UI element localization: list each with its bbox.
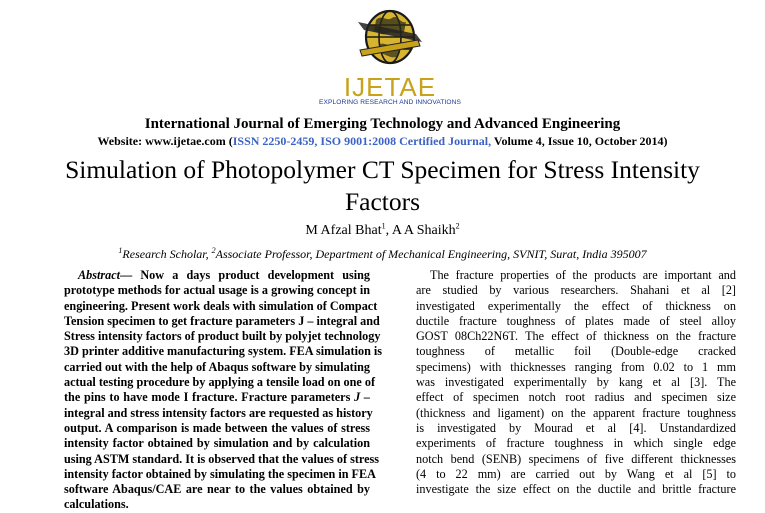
body-line: are studied by various researchers. Shahani et al [2]: [416, 283, 736, 298]
affil-mark-1: 1: [118, 246, 123, 255]
website-prefix: Website: www.ijetae.com (: [97, 134, 233, 148]
body-line: (thickness and ligament) on the apparent fracture toughness: [416, 405, 736, 420]
affiliation-line: [0, 247, 765, 262]
abstract-line: intensity factor obtained by simulating the specimen in FEA: [64, 466, 376, 481]
author-1-mark: 1: [381, 221, 386, 231]
body-line: effect of specimen notch root radius and specimen size: [416, 390, 736, 405]
abstract-line: output. A comparison is made between the values of stress: [64, 420, 370, 435]
body-line: experiments of fracture toughness in which single edge: [416, 436, 736, 451]
body-line: specimens) with thicknesses ranging from 0.02 to 1 mm: [416, 359, 736, 374]
abstract-line: Stress intensity factors of product built by polyjet technology: [64, 329, 381, 344]
abstract-line: using ASTM standard. It is observed that the values of stress: [64, 451, 379, 466]
abstract-line: actual testing procedure by applying a tensile load on one of: [64, 375, 376, 390]
body-line: ductile fracture toughness of plates made of steel alloy: [416, 313, 736, 328]
volume-info: Volume 4, Issue 10, October 2014): [491, 134, 668, 148]
abstract-line: calculations.: [64, 497, 129, 512]
journal-logo: [320, 2, 460, 110]
abstract-line: engineering. Present work deals with simulation of Compact: [64, 298, 378, 313]
author-1: M Afzal Bhat: [305, 223, 382, 238]
journal-title: International Journal of Emerging Technology and Advanced Engineering: [144, 116, 621, 132]
affil-mark-2: 2: [211, 246, 216, 255]
logo-wordmark: IJETAE: [343, 72, 437, 102]
abstract-heading: Abstract: [78, 268, 120, 282]
body-column: [416, 268, 736, 497]
author-2-mark: 2: [455, 221, 460, 231]
issn-info: ISSN 2250-2459, ISO 9001:2008 Certified Journal,: [232, 134, 492, 148]
body-line: toughness of metallic foil (Double-edge cracked: [416, 344, 736, 359]
website-line: [0, 134, 765, 149]
affil-text-2: Associate Professor, Department of Mechanical Engineering, SVNIT, Surat, India 395007: [215, 247, 647, 261]
body-line: was investigated experimentally by kang et al [3]. The: [416, 375, 736, 390]
body-line: The fracture properties of the products are important and: [430, 268, 736, 282]
j-symbol: J –: [354, 390, 371, 405]
body-line: (4 to 22 mm) are carried out by Wang et al [5] to: [416, 466, 736, 481]
affil-text-1: Research Scholar,: [122, 247, 212, 261]
abstract-line: 3D printer additive manufacturing system. FEA simulation is: [64, 344, 383, 359]
abstract-line: intensity factor obtained by simulation and by calculation: [64, 436, 370, 451]
body-line: investigate the size effect on the ductile and brittle fracture: [416, 482, 736, 497]
body-line: notch bend (SENB) specimens of five different thicknesses: [416, 451, 736, 466]
abstract-column: [64, 268, 383, 513]
body-line: GOST 08Ch22N6T. The effect of thickness on the fracture: [416, 329, 736, 344]
body-line: is investigated by Mourad et al [4]. Unstandardized: [416, 420, 736, 435]
abstract-line: software Abaqus/CAE are near to the values obtained by: [64, 482, 370, 497]
logo-tagline: EXPLORING RESEARCH AND INNOVATIONS: [318, 99, 461, 106]
paper-title: Simulation of Photopolymer CT Specimen for Stress Intensity Factors: [65, 155, 700, 216]
globe-icon: [356, 2, 424, 74]
abstract-line: integral and stress intensity factors are requested as history: [64, 405, 373, 420]
abstract-line: Tension specimen to get fracture parameters J – integral and: [64, 313, 380, 328]
author-2: , A A Shaikh: [385, 223, 456, 238]
abstract-line: Abstract— Now a days product development using: [78, 268, 370, 282]
abstract-line: carried out with the help of Abaqus software by simulating: [64, 359, 370, 374]
abstract-line: the pins to have mode I fracture. Fracture parameters J –: [64, 390, 371, 405]
body-line: investigated experimentally the effect of thickness on: [416, 298, 736, 313]
abstract-line: prototype methods for actual usage is a growing concept in: [64, 283, 370, 298]
author-line: [0, 223, 765, 239]
